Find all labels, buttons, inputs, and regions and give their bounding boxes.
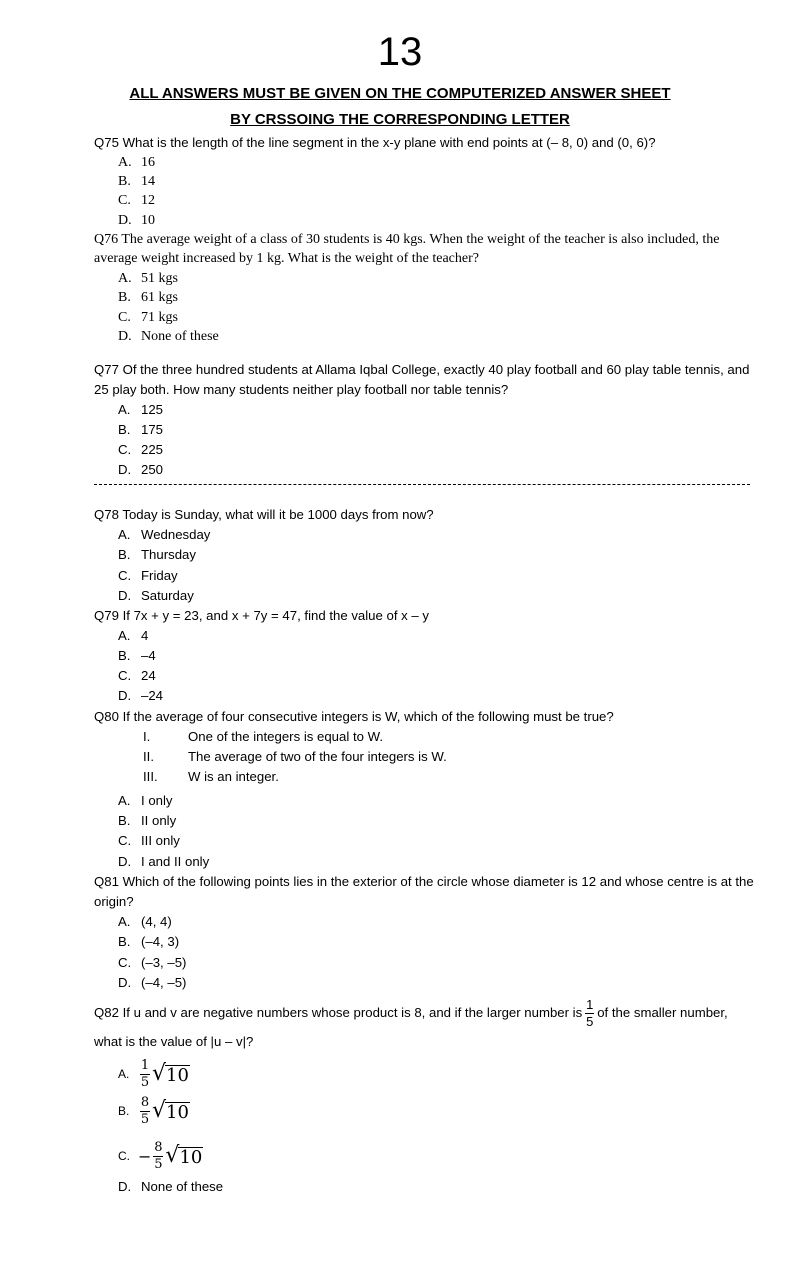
q80-option-c[interactable]: C. III only [118,833,180,848]
fraction: 8 5 [154,1139,163,1172]
q78-option-c[interactable]: C. Friday [118,568,178,583]
q80-statement-2: II. The average of two of the four integers is W. [143,749,447,764]
q82-option-b[interactable]: B. 8 5 √ 10 [118,1094,189,1127]
fraction: 1 5 [140,1057,150,1090]
square-root: √ 10 [165,1143,203,1168]
q81-option-c[interactable]: C. (–3, –5) [118,955,187,970]
instruction-line-2: BY CRSSOING THE CORRESPONDING LETTER [230,111,570,128]
q76-option-a[interactable]: A. 51 kgs [118,271,178,286]
q77-option-c[interactable]: C. 225 [118,442,164,457]
q77-option-d[interactable]: D. 250 [118,462,164,477]
question-81: Q81 Which of the following points lies in the exterior of the circle whose diameter is 12 and whose centre is at the origin? [94,874,754,909]
square-root: √ 10 [152,1061,189,1086]
instruction-line-1: ALL ANSWERS MUST BE GIVEN ON THE COMPUTERIZED ANSWER SHEET [129,85,671,102]
q78-option-b[interactable]: B. Thursday [118,547,196,562]
question-79: Q79 If 7x + y = 23, and x + 7y = 47, find the value of x – y [94,608,430,623]
q82-option-c[interactable]: C. − 8 5 √ 10 [118,1139,203,1172]
q81-option-b[interactable]: B. (–4, 3) [118,934,180,949]
question-82-line-2: what is the value of |u – v|? [94,1034,254,1049]
question-80: Q80 If the average of four consecutive integers is W, which of the following must be true? [94,709,614,724]
q81-option-a[interactable]: A. (4, 4) [118,914,172,929]
q75-option-a[interactable]: A. 16 [118,155,155,170]
one-fifth-fraction: $\frac{1}{5}$ [586,996,594,1029]
question-76: Q76 The average weight of a class of 30 students is 40 kgs. When the weight of the teacher is also included, the average weight increased by 1 kg. What is the weight of the teacher? [94,232,720,266]
fraction: 8 5 [140,1094,150,1127]
q76-option-b[interactable]: B. 61 kgs [118,290,178,305]
q80-statement-1: I. One of the integers is equal to W. [143,729,383,744]
q81-option-d[interactable]: D. (–4, –5) [118,975,187,990]
question-82: Q82 If u and v are negative numbers whose product is 8, and if the larger number is $\frac{1}{5}$ of the smaller number, [94,996,728,1029]
q76-option-d[interactable]: D. None of these [118,329,219,344]
question-75: Q75 What is the length of the line segment in the x-y plane with end points at (– 8, 0) and (0, 6)? [94,135,656,150]
q80-option-d[interactable]: D. I and II only [118,854,210,869]
square-root: √ 10 [152,1098,189,1123]
q77-option-b[interactable]: B. 175 [118,422,164,437]
q79-option-a[interactable]: A. 4 [118,628,149,643]
q82-option-a[interactable]: A. 1 5 √ 10 [118,1057,189,1090]
q75-option-b[interactable]: B. 14 [118,174,155,189]
q79-option-d[interactable]: D. –24 [118,688,164,703]
question-77: Q77 Of the three hundred students at Allama Iqbal College, exactly 40 play football and 60 play table tennis, and 25 play both. How many students neither play football nor table tennis? [94,362,750,397]
q75-option-c[interactable]: C. 12 [118,193,155,208]
question-78: Q78 Today is Sunday, what will it be 1000 days from now? [94,507,434,522]
q76-option-c[interactable]: C. 71 kgs [118,310,178,325]
q80-option-a[interactable]: A. I only [118,793,173,808]
q79-option-b[interactable]: B. –4 [118,648,156,663]
dashed-divider [94,484,750,485]
q79-option-c[interactable]: C. 24 [118,668,156,683]
q77-option-a[interactable]: A. 125 [118,402,164,417]
q78-option-a[interactable]: A. Wednesday [118,527,211,542]
page-number: 13 [377,30,423,74]
q80-option-b[interactable]: B. II only [118,813,177,828]
q75-option-d[interactable]: D. 10 [118,213,155,228]
q82-option-d[interactable]: D. None of these [118,1179,224,1194]
q80-statement-3: III. W is an integer. [143,769,279,784]
q78-option-d[interactable]: D. Saturday [118,588,194,603]
